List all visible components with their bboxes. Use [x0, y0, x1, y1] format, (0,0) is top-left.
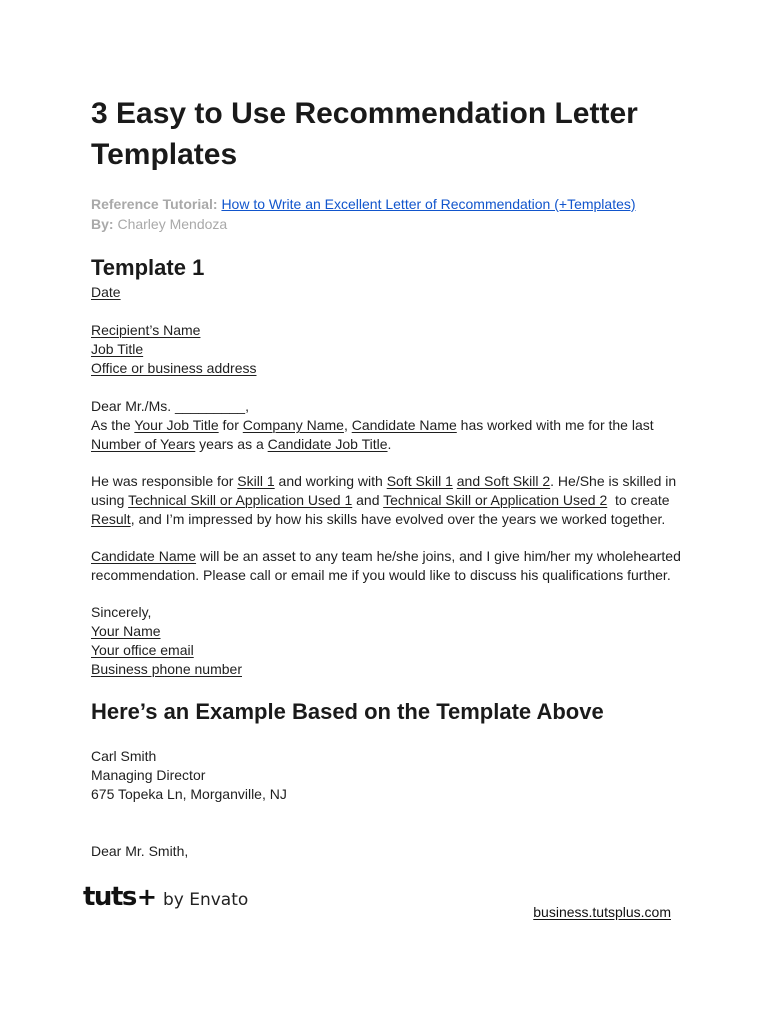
- text: has worked with me for the last: [456, 417, 654, 433]
- job-title-field: Job Title: [91, 341, 144, 357]
- office-address-field: Office or business address: [91, 360, 257, 376]
- placeholder-candidate-name: Candidate Name: [91, 548, 197, 564]
- placeholder-number-of-years: Number of Years: [91, 436, 196, 452]
- paragraph-1-line-1: [91, 416, 654, 435]
- placeholder-soft-skill-1: Soft Skill 1: [386, 473, 453, 489]
- office-email-field: Your office email: [91, 642, 194, 658]
- text: , and I’m impressed by how his skills have evolved over the years we worked together.: [130, 511, 666, 527]
- paragraph-2-line-2: [91, 491, 670, 510]
- template-1-heading: Template 1: [91, 255, 205, 280]
- text: .: [387, 436, 392, 452]
- plus-icon: +: [136, 883, 157, 911]
- by-label: By:: [91, 216, 114, 232]
- example-heading: Here’s an Example Based on the Template Above: [91, 699, 604, 724]
- paragraph-3-line-1: [91, 547, 681, 566]
- document-title: 3 Easy to Use Recommendation Letter Templates: [91, 97, 638, 171]
- text: using: [91, 492, 129, 508]
- paragraph-2-line-3: [91, 510, 665, 529]
- text: to create: [607, 492, 670, 508]
- text: will be an asset to any team he/she joins, and I give him/her my wholehearted: [196, 548, 681, 564]
- logo-by-envato: by Envato: [162, 890, 249, 910]
- salutation: Dear Mr./Ms. _________,: [91, 398, 249, 414]
- text: . He/She is skilled in: [550, 473, 677, 489]
- placeholder-your-job-title: Your Job Title: [134, 417, 219, 433]
- phone-field: Business phone number: [91, 661, 242, 677]
- example-address: 675 Topeka Ln, Morganville, NJ: [91, 786, 287, 802]
- text: ,: [343, 417, 352, 433]
- placeholder-technical-skill-1: Technical Skill or Application Used 1: [128, 492, 353, 508]
- reference-tutorial-link[interactable]: How to Write an Excellent Letter of Recommendation (+Templates): [221, 196, 636, 212]
- text: As the: [91, 417, 135, 433]
- author-name: Charley Mendoza: [117, 216, 228, 232]
- tutsplus-logo: [83, 882, 248, 914]
- reference-label: Reference Tutorial:: [91, 196, 218, 212]
- footer-site-link[interactable]: business.tutsplus.com: [533, 904, 671, 920]
- paragraph-2-line-1: [91, 472, 676, 491]
- text: and: [352, 492, 384, 508]
- paragraph-3-line-2: recommendation. Please call or email me if you would like to discuss his qualifications further.: [91, 567, 671, 583]
- example-title: Managing Director: [91, 767, 206, 783]
- author-line: [91, 214, 227, 234]
- placeholder-soft-skill-2: and Soft Skill 2: [456, 473, 551, 489]
- recipient-name-field: Recipient’s Name: [91, 322, 201, 338]
- placeholder-skill-1: Skill 1: [237, 473, 275, 489]
- reference-line: [91, 194, 636, 214]
- placeholder-technical-skill-2: Technical Skill or Application Used 2: [383, 492, 608, 508]
- date-field: Date: [91, 284, 121, 300]
- paragraph-1-line-2: [91, 435, 391, 454]
- text: and working with: [274, 473, 387, 489]
- placeholder-result: Result: [91, 511, 131, 527]
- text: He was responsible for: [91, 473, 238, 489]
- text: for: [218, 417, 243, 433]
- logo-wordmark: tuts: [83, 882, 136, 912]
- example-salutation: Dear Mr. Smith,: [91, 843, 189, 859]
- example-name: Carl Smith: [91, 748, 157, 764]
- your-name-field: Your Name: [91, 623, 161, 639]
- closing: Sincerely,: [91, 604, 152, 620]
- placeholder-company-name: Company Name: [242, 417, 344, 433]
- placeholder-candidate-name: Candidate Name: [351, 417, 457, 433]
- text: years as a: [195, 436, 268, 452]
- placeholder-candidate-job-title: Candidate Job Title: [267, 436, 388, 452]
